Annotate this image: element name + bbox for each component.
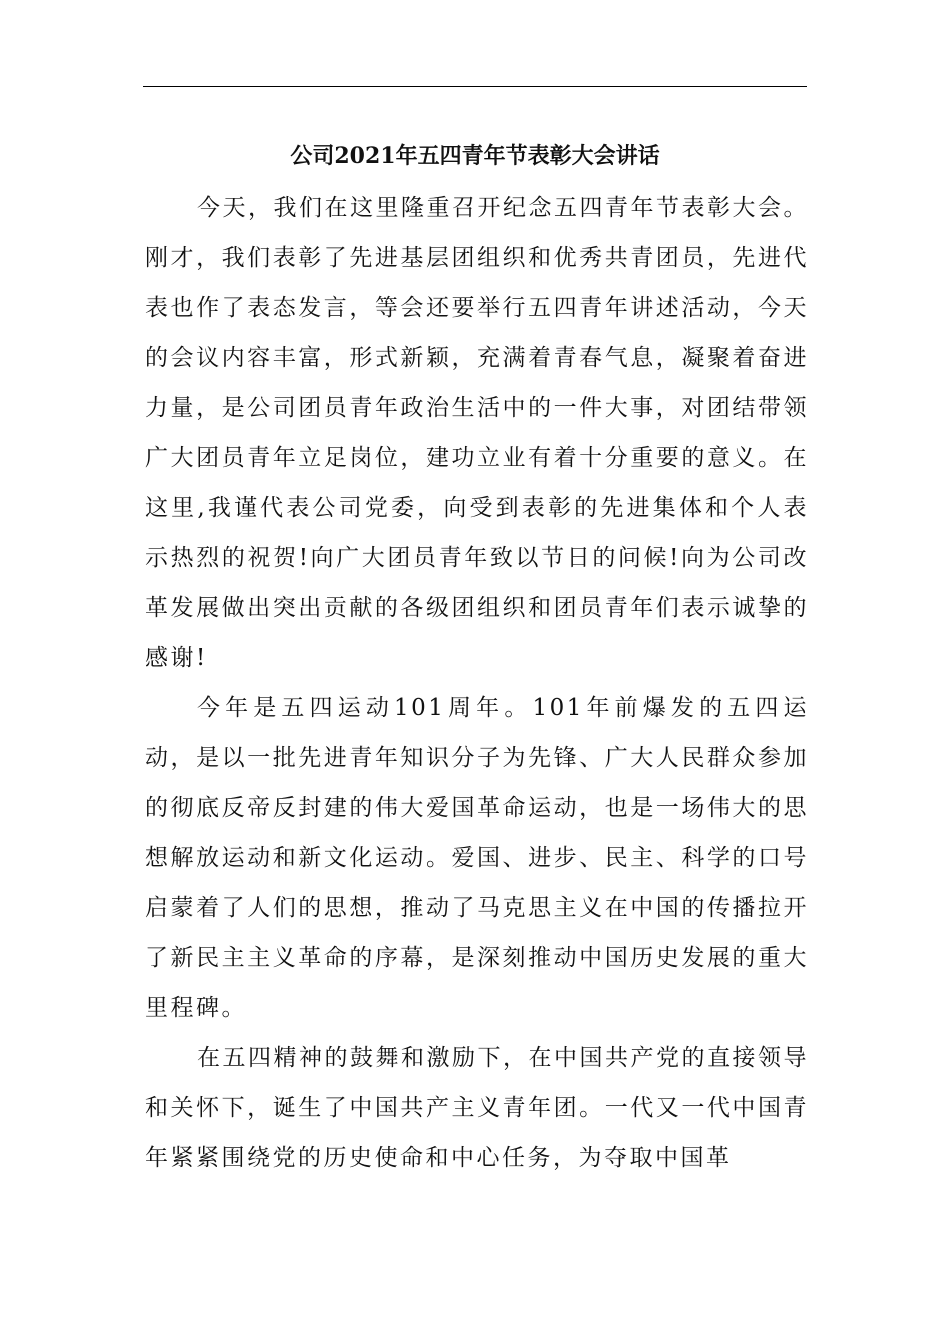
paragraph-2: 今年是五四运动101周年。101年前爆发的五四运动，是以一批先进青年知识分子为先锋、广大人民群众参加的彻底反帝反封建的伟大爱国革命运动，也是一场伟大的思想解放运动和新文化运动。爱国、进步、民主、科学的口号启蒙着了人们的思想，推动了马克思主义在中国的传播拉开了新民主主义革命的序幕，是深刻推动中国历史发展的重大里程碑。 [145, 695, 809, 1021]
paragraph-1: 今天，我们在这里隆重召开纪念五四青年节表彰大会。刚才，我们表彰了先进基层团组织和优秀共青团员，先进代表也作了表态发言，等会还要举行五四青年讲述活动，今天的会议内容丰富，形式新颖，充满着青春气息，凝聚着奋进力量，是公司团员青年政治生活中的一件大事，对团结带领广大团员青年立足岗位，建功立业有着十分重要的意义。在这里,我谨代表公司党委，向受到表彰的先进集体和个人表示热烈的祝贺!向广大团员青年致以节日的问候!向为公司改革发展做出突出贡献的各级团组织和团员青年们表示诚挚的感谢! [145, 195, 809, 671]
document-title: 公司2021年五四青年节表彰大会讲话 [290, 143, 660, 169]
document-body [145, 183, 809, 1183]
header-rule [143, 86, 807, 87]
paragraph-3: 在五四精神的鼓舞和激励下，在中国共产党的直接领导和关怀下，诞生了中国共产主义青年团。一代又一代中国青年紧紧围绕党的历史使命和中心任务，为夺取中国革 [145, 1045, 809, 1171]
